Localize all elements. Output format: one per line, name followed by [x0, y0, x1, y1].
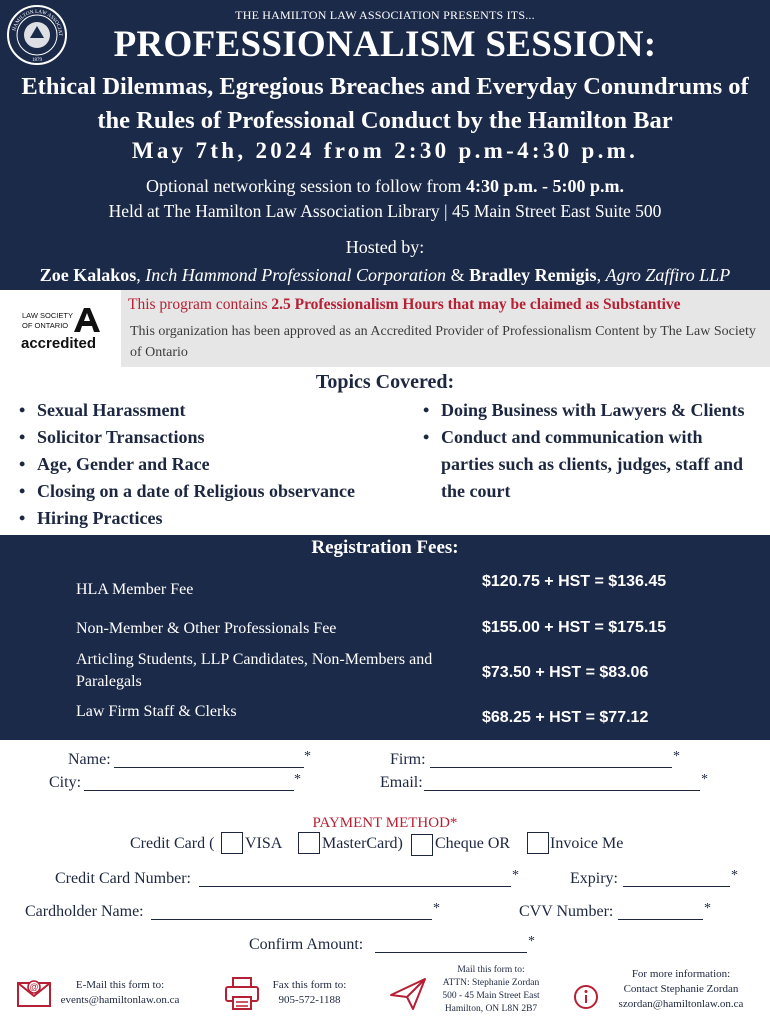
cvv-label: CVV Number: — [519, 903, 614, 920]
fees-title: Registration Fees: — [311, 537, 459, 558]
email-address[interactable]: events@hamiltonlaw.on.ca — [60, 994, 180, 1006]
email-icon — [17, 978, 51, 1008]
fee-label: Non-Member & Other Professionals Fee — [76, 620, 337, 637]
email-field[interactable] — [424, 790, 700, 791]
info-contact: Contact Stephanie Zordan — [623, 983, 739, 995]
list-item: • Age, Gender and Race — [19, 451, 409, 478]
required-mark: * — [512, 868, 519, 883]
fee-label: Law Firm Staff & Clerks — [76, 703, 237, 720]
email-label: Email: — [380, 774, 423, 791]
email-footer-title: E-Mail this form to: — [75, 979, 165, 991]
required-mark: * — [673, 749, 680, 764]
host-2-org: Agro Zaffiro LLP — [605, 265, 731, 285]
mail-city: Hamilton, ON L8N 2B7 — [444, 1004, 538, 1014]
networking-time: 4:30 p.m. - 5:00 p.m. — [465, 176, 624, 196]
payment-method-title: PAYMENT METHOD* — [312, 815, 458, 831]
list-item: • Solicitor Transactions — [19, 424, 409, 451]
svg-text:accredited: accredited — [21, 335, 97, 350]
required-mark: * — [704, 901, 711, 916]
accreditation-band — [0, 290, 770, 367]
fee-amount: $120.75 + HST = $136.45 — [482, 573, 667, 590]
svg-text:OF ONTARIO: OF ONTARIO — [22, 321, 69, 330]
mail-footer — [431, 964, 551, 1016]
mastercard-label: MasterCard) — [322, 835, 403, 852]
hosts-line: Zoe Kalakos, Inch Hammond Professional Corporation & Bradley Remigis, Agro Zaffiro LLP — [39, 265, 731, 285]
fax-icon — [224, 976, 260, 1012]
subtitle-line-1: Ethical Dilemmas, Egregious Breaches and Everyday Conundrums of — [21, 73, 749, 100]
cc-number-field[interactable] — [199, 886, 511, 887]
svg-text:@: @ — [29, 982, 39, 992]
accreditation-hours: This program contains 2.5 Professionalism Hours that may be claimed as Substantive — [128, 296, 681, 313]
cheque-label: Cheque OR — [435, 835, 511, 852]
subtitle-line-2: the Rules of Professional Conduct by the Hamilton Bar — [97, 107, 673, 134]
info-email[interactable]: szordan@hamiltonlaw.on.ca — [618, 998, 744, 1010]
fax-footer-title: Fax this form to: — [272, 979, 347, 991]
fee-amount: $73.50 + HST = $83.06 — [482, 664, 649, 681]
required-mark: * — [701, 772, 708, 787]
city-field[interactable] — [84, 790, 294, 791]
firm-field[interactable] — [430, 767, 672, 768]
visa-label: VISA — [245, 835, 283, 852]
page-title: PROFESSIONALISM SESSION: — [113, 24, 657, 65]
info-footer — [606, 967, 756, 1012]
confirm-amount-field[interactable] — [375, 952, 527, 953]
mastercard-checkbox[interactable] — [298, 832, 320, 854]
mail-street: 500 - 45 Main Street East — [442, 991, 540, 1001]
cardholder-field[interactable] — [151, 919, 432, 920]
required-mark: * — [528, 934, 535, 949]
firm-label: Firm: — [390, 751, 426, 768]
required-mark: * — [294, 772, 301, 787]
svg-text:LAW SOCIETY: LAW SOCIETY — [22, 311, 73, 320]
list-item: • Closing on a date of Religious observance — [19, 478, 409, 505]
invoice-checkbox[interactable] — [527, 832, 549, 854]
fee-label: HLA Member Fee — [76, 581, 194, 598]
required-mark: * — [731, 868, 738, 883]
visa-checkbox[interactable] — [221, 832, 243, 854]
law-society-accredited-logo — [20, 306, 120, 350]
list-item: • Conduct and communication with parties such as clients, judges, staff and the court — [423, 424, 753, 505]
fee-label: Articling Students, LLP Candidates, Non-Members and Paralegals — [76, 651, 433, 690]
topics-list-right — [423, 397, 753, 505]
expiry-field[interactable] — [623, 886, 730, 887]
svg-text:HAMILTON LAW ASSOCIATION: HAMILTON LAW ASSOCIAT — [11, 8, 64, 37]
session-date: May 7th, 2024 from 2:30 p.m-4:30 p.m. — [131, 138, 639, 163]
accreditation-note: This organization has been approved as an Accredited Provider of Professionalism Content by The Law Society of Ontario — [130, 324, 756, 360]
fee-amount: $155.00 + HST = $175.15 — [482, 619, 667, 636]
fax-number: 905-572-1188 — [278, 994, 341, 1006]
topics-title: Topics Covered: — [315, 371, 455, 393]
name-field[interactable] — [114, 767, 304, 768]
host-2-name: Bradley Remigis — [469, 265, 597, 285]
credit-card-label: Credit Card ( — [130, 835, 215, 852]
location-info: Held at The Hamilton Law Association Library | 45 Main Street East Suite 500 — [108, 201, 662, 221]
host-1-org: Inch Hammond Professional Corporation — [145, 265, 447, 285]
expiry-label: Expiry: — [570, 870, 618, 887]
list-item: • Sexual Harassment — [19, 397, 409, 424]
paper-plane-icon — [389, 977, 427, 1011]
list-item: • Doing Business with Lawyers & Clients — [423, 397, 753, 424]
fee-amount: $68.25 + HST = $77.12 — [482, 709, 649, 726]
cardholder-label: Cardholder Name: — [25, 903, 144, 920]
confirm-amount-label: Confirm Amount: — [249, 936, 364, 953]
required-mark: * — [304, 749, 311, 764]
mail-attn: ATTN: Stephanie Zordan — [442, 978, 540, 988]
networking-info: Optional networking session to follow from 4:30 p.m. - 5:00 p.m. — [146, 176, 624, 196]
cheque-checkbox[interactable] — [411, 834, 433, 856]
presents-line: THE HAMILTON LAW ASSOCIATION PRESENTS ITS... — [235, 8, 535, 22]
hosted-by-label: Hosted by: — [345, 237, 425, 257]
required-mark: * — [433, 901, 440, 916]
cc-number-label: Credit Card Number: — [55, 870, 191, 887]
session-subtitle — [0, 70, 770, 138]
cvv-field[interactable] — [618, 919, 703, 920]
topics-list-left — [19, 397, 409, 532]
host-1-name: Zoe Kalakos — [39, 265, 137, 285]
info-footer-title: For more information: — [631, 968, 731, 980]
name-label: Name: — [68, 751, 111, 768]
invoice-label: Invoice Me — [550, 835, 624, 852]
svg-text:1879: 1879 — [32, 58, 42, 63]
info-icon — [573, 984, 599, 1010]
mail-footer-title: Mail this form to: — [457, 965, 525, 975]
city-label: City: — [49, 774, 82, 791]
list-item: • Hiring Practices — [19, 505, 409, 532]
